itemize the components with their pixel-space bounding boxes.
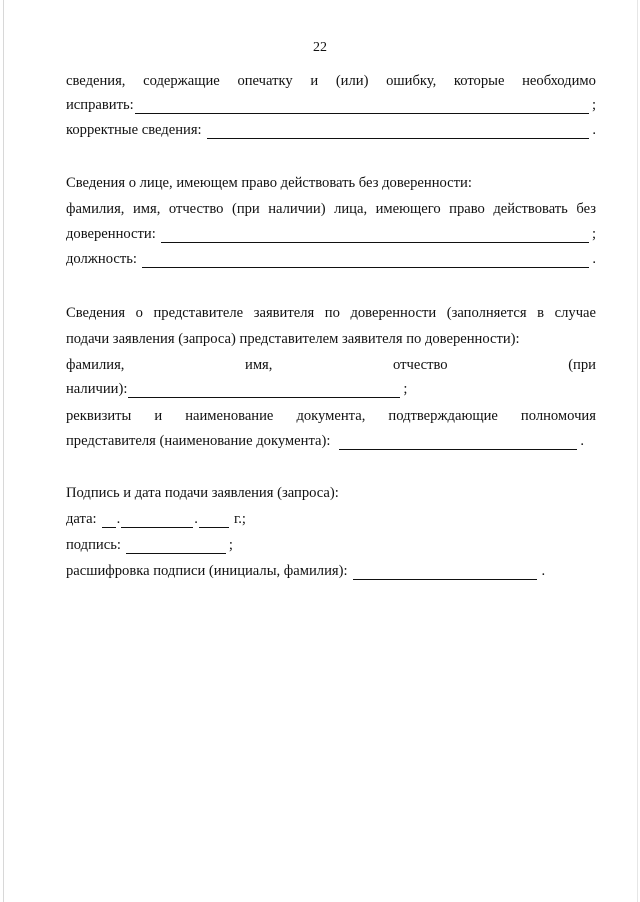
representative-heading-cont: подачи заявления (запроса) представителем заявителя по доверенности):	[66, 331, 520, 347]
signature-date-heading: Подпись и дата подачи заявления (запроса):	[66, 485, 339, 501]
signature-line: подпись: ;	[66, 537, 233, 553]
representative-doc-input[interactable]	[339, 435, 577, 450]
correct-data-input-line[interactable]	[207, 124, 590, 139]
page-number: 22	[313, 40, 327, 55]
representative-fio-line: фамилия, имя, отчество (при	[66, 357, 596, 373]
date-year-input[interactable]	[199, 513, 229, 528]
scan-edge-left	[3, 0, 4, 902]
position-input[interactable]	[142, 253, 589, 268]
no-proxy-name-line: фамилия, имя, отчество (при наличии) лица, имеющего право действовать без	[66, 201, 596, 217]
no-proxy-heading: Сведения о лице, имеющем право действовать без доверенности:	[66, 175, 472, 191]
fix-input-line[interactable]	[135, 99, 589, 114]
requisites-line: реквизиты и наименование документа, подтверждающие полномочия	[66, 408, 596, 424]
date-month-input[interactable]	[121, 513, 193, 528]
representative-fio-input[interactable]	[128, 383, 400, 398]
position-line: должность: .	[66, 251, 596, 267]
no-proxy-name-input-line: доверенности: ;	[66, 226, 596, 242]
scan-edge-right	[637, 0, 638, 902]
correct-data-line: корректные сведения: .	[66, 122, 596, 138]
representative-heading: Сведения о представителе заявителя по доверенности (заполняется в случае	[66, 305, 596, 321]
representative-fio-input-line: наличии): ;	[66, 381, 408, 397]
no-proxy-name-input[interactable]	[161, 228, 589, 243]
representative-doc-line: представителя (наименование документа): .	[66, 433, 585, 449]
date-line: дата: . . г.;	[66, 511, 246, 527]
fix-label: исправить:	[66, 97, 134, 113]
fix-line: исправить: ;	[66, 97, 596, 113]
signature-decode-line: расшифровка подписи (инициалы, фамилия): .	[66, 563, 546, 579]
correct-data-label: корректные сведения:	[66, 122, 202, 138]
signature-decode-input[interactable]	[353, 565, 537, 580]
signature-input[interactable]	[126, 539, 226, 554]
correction-intro-line: сведения, содержащие опечатку и (или) ошибку, которые необходимо	[66, 73, 596, 89]
date-day-input[interactable]	[102, 513, 116, 528]
